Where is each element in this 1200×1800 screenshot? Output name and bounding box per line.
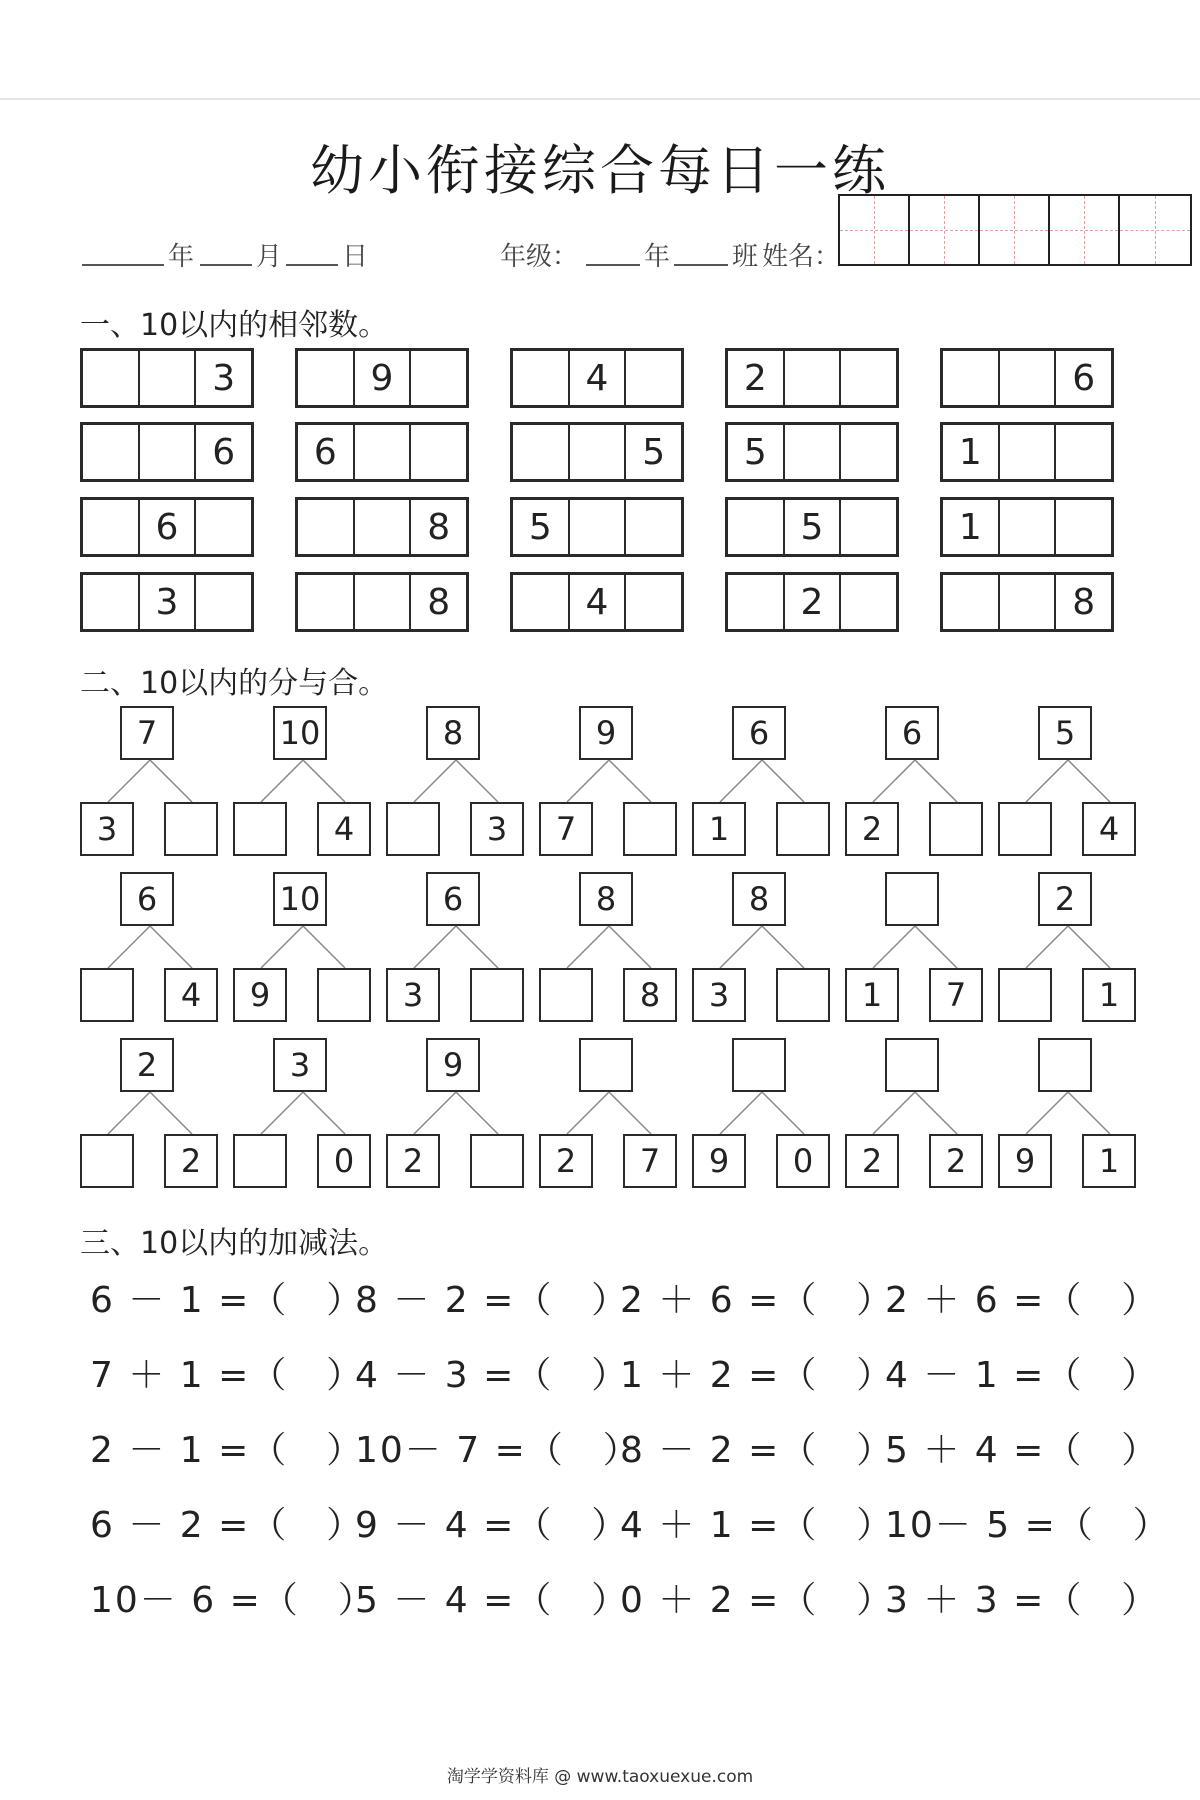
strip-cell[interactable]: 8 — [427, 581, 451, 623]
strip-cell[interactable]: 6 — [298, 425, 355, 479]
decomposition-tree — [386, 1038, 526, 1188]
strip-cell[interactable]: 4 — [570, 351, 627, 405]
top-divider — [0, 98, 1200, 100]
tree-node-top[interactable]: 9 — [426, 1038, 480, 1092]
tree-node-top[interactable] — [885, 1038, 939, 1092]
tree-node-top[interactable]: 2 — [1038, 872, 1092, 926]
strip-cell[interactable]: 8 — [427, 506, 451, 548]
tree-connector-line — [1068, 760, 1110, 802]
decomposition-tree — [233, 1038, 373, 1188]
strip-cell[interactable] — [1000, 425, 1057, 479]
adjacent-number-strip — [295, 572, 469, 632]
tree-connector-line — [915, 760, 957, 802]
strip-cell[interactable] — [943, 351, 1000, 405]
tree-connector-line — [720, 760, 762, 802]
equation-row — [80, 1347, 1160, 1407]
decomposition-tree — [80, 1038, 220, 1188]
strip-cell[interactable]: 8 — [1072, 581, 1096, 623]
decomposition-tree — [845, 872, 985, 1022]
strip-cell[interactable] — [355, 500, 412, 554]
tree-connector-line — [609, 760, 651, 802]
strip-cell[interactable] — [196, 500, 251, 554]
tree-connector-line — [261, 760, 303, 802]
strip-cell[interactable] — [1056, 500, 1111, 554]
grade-blank[interactable] — [586, 264, 640, 266]
name-grid-cell[interactable] — [1050, 196, 1120, 264]
footer-watermark: 淘学学资料库 @ www.taoxuexue.com — [446, 1767, 754, 1787]
tree-node-right[interactable] — [164, 802, 218, 856]
tree-node-top[interactable]: 7 — [120, 706, 174, 760]
tree-connector-line — [303, 760, 345, 802]
equation[interactable]: 2 － 1 =（ ） — [90, 1430, 365, 1471]
tree-node-top[interactable] — [579, 1038, 633, 1092]
strip-cell[interactable] — [298, 351, 355, 405]
adjacent-number-strip — [510, 572, 684, 632]
tree-connector-line — [1026, 760, 1068, 802]
tree-connector-line — [414, 926, 456, 968]
tree-node-top[interactable]: 3 — [273, 1038, 327, 1092]
equation[interactable]: 8 － 2 =（ ） — [355, 1280, 630, 1321]
tree-node-left[interactable]: 2 — [539, 1134, 593, 1188]
strip-cell[interactable] — [728, 575, 785, 629]
tree-connector-line — [414, 1092, 456, 1134]
tree-connector-line — [873, 926, 915, 968]
adjacent-number-strip — [725, 572, 899, 632]
adjacent-number-strip — [725, 348, 899, 408]
strip-cell[interactable] — [785, 351, 842, 405]
decomposition-tree — [539, 1038, 679, 1188]
tree-node-top[interactable]: 5 — [1038, 706, 1092, 760]
strip-cell[interactable] — [1000, 575, 1057, 629]
strip-cell[interactable] — [140, 425, 197, 479]
decomposition-tree — [80, 706, 220, 856]
tree-connector-line — [762, 1092, 804, 1134]
tree-node-top[interactable]: 10 — [273, 872, 327, 926]
grade-label: 年级： — [500, 242, 579, 272]
equation[interactable]: 0 ＋ 2 =（ ） — [620, 1580, 895, 1621]
strip-cell[interactable]: 4 — [570, 575, 627, 629]
day-label: 日 — [342, 242, 369, 272]
tree-node-top[interactable]: 6 — [885, 706, 939, 760]
tree-node-right[interactable]: 4 — [317, 802, 371, 856]
strip-cell[interactable] — [626, 575, 681, 629]
month-label: 月 — [256, 242, 283, 272]
strip-cell[interactable] — [626, 500, 681, 554]
strip-cell[interactable]: 5 — [785, 500, 842, 554]
tree-node-right[interactable]: 4 — [164, 968, 218, 1022]
tree-connector-line — [414, 760, 456, 802]
decomposition-tree — [845, 706, 985, 856]
adjacent-number-strip — [725, 422, 899, 482]
tree-node-right[interactable] — [776, 968, 830, 1022]
tree-node-right[interactable]: 7 — [929, 968, 983, 1022]
strip-cell[interactable] — [1056, 425, 1111, 479]
strip-cell[interactable] — [513, 351, 570, 405]
tree-node-top[interactable]: 6 — [426, 872, 480, 926]
tree-node-right[interactable] — [470, 968, 524, 1022]
tree-node-left[interactable]: 2 — [845, 1134, 899, 1188]
decomposition-tree — [998, 1038, 1138, 1188]
strip-cell[interactable]: 5 — [513, 500, 570, 554]
tree-connector-line — [720, 1092, 762, 1134]
grade-year-label: 年 — [644, 242, 671, 272]
strip-cell[interactable] — [626, 351, 681, 405]
strip-cell[interactable] — [841, 575, 896, 629]
section1-heading: 一、10以内的相邻数。 — [80, 308, 389, 343]
equation[interactable]: 6 － 2 =（ ） — [90, 1505, 365, 1546]
strip-cell[interactable] — [841, 500, 896, 554]
tree-connector-line — [150, 926, 192, 968]
strip-cell[interactable] — [355, 425, 412, 479]
tree-node-top[interactable]: 9 — [579, 706, 633, 760]
decomposition-tree — [845, 1038, 985, 1188]
tree-node-top[interactable] — [732, 1038, 786, 1092]
strip-cell[interactable] — [570, 425, 627, 479]
strip-cell[interactable]: 5 — [642, 431, 666, 473]
tree-connector-line — [1068, 926, 1110, 968]
tree-node-right[interactable]: 2 — [164, 1134, 218, 1188]
tree-connector-line — [303, 1092, 345, 1134]
tree-connector-line — [456, 1092, 498, 1134]
adjacent-number-strip — [725, 497, 899, 557]
name-grid-cell[interactable] — [980, 196, 1050, 264]
strip-cell[interactable]: 6 — [1072, 357, 1096, 399]
tree-node-left[interactable]: 3 — [80, 802, 134, 856]
adjacent-number-strip — [80, 422, 254, 482]
decomposition-tree — [692, 1038, 832, 1188]
equation[interactable]: 4 ＋ 1 =（ ） — [620, 1505, 895, 1546]
tree-node-right[interactable]: 3 — [470, 802, 524, 856]
tree-connector-line — [915, 1092, 957, 1134]
equation[interactable]: 10－ 7 =（ ） — [355, 1430, 641, 1471]
equation-row — [80, 1572, 1160, 1632]
tree-node-left[interactable] — [233, 1134, 287, 1188]
tree-node-left[interactable] — [539, 968, 593, 1022]
tree-node-top[interactable]: 8 — [426, 706, 480, 760]
equation-row — [80, 1497, 1171, 1557]
strip-cell[interactable] — [83, 575, 140, 629]
tree-node-left[interactable] — [233, 802, 287, 856]
tree-connector-line — [108, 760, 150, 802]
year-label: 年 — [168, 242, 195, 272]
tree-node-left[interactable]: 1 — [845, 968, 899, 1022]
tree-node-left[interactable]: 2 — [386, 1134, 440, 1188]
tree-node-top[interactable] — [1038, 1038, 1092, 1092]
tree-connector-line — [609, 1092, 651, 1134]
tree-connector-line — [720, 926, 762, 968]
tree-node-right[interactable]: 8 — [623, 968, 677, 1022]
tree-node-right[interactable]: 2 — [929, 1134, 983, 1188]
class-label: 班 — [732, 242, 759, 272]
tree-node-right[interactable] — [623, 802, 677, 856]
strip-cell[interactable] — [140, 351, 197, 405]
adjacent-number-strip — [80, 348, 254, 408]
equation-row — [80, 1272, 1160, 1332]
tree-node-top[interactable]: 6 — [120, 872, 174, 926]
strip-cell[interactable] — [943, 575, 1000, 629]
decomposition-tree — [539, 706, 679, 856]
year-blank[interactable] — [82, 264, 164, 266]
tree-connector-line — [567, 1092, 609, 1134]
strip-cell[interactable] — [355, 575, 412, 629]
strip-cell[interactable]: 1 — [943, 425, 1000, 479]
strip-cell[interactable] — [298, 500, 355, 554]
tree-connector-line — [567, 926, 609, 968]
adjacent-number-strip — [940, 572, 1114, 632]
equation[interactable]: 2 ＋ 6 =（ ） — [620, 1280, 895, 1321]
month-blank[interactable] — [200, 264, 252, 266]
tree-connector-line — [456, 926, 498, 968]
tree-connector-line — [873, 1092, 915, 1134]
tree-node-right[interactable]: 0 — [317, 1134, 371, 1188]
tree-connector-line — [1068, 1092, 1110, 1134]
decomposition-tree — [998, 872, 1138, 1022]
tree-connector-line — [609, 926, 651, 968]
section3-heading: 三、10以内的加减法。 — [80, 1226, 389, 1261]
equation[interactable]: 4 － 3 =（ ） — [355, 1355, 630, 1396]
equation[interactable]: 4 － 1 =（ ） — [885, 1355, 1160, 1396]
decomposition-tree — [692, 872, 832, 1022]
tree-connector-line — [1026, 926, 1068, 968]
decomposition-tree — [692, 706, 832, 856]
decomposition-tree — [386, 872, 526, 1022]
strip-cell[interactable]: 6 — [212, 431, 236, 473]
decomposition-tree — [80, 872, 220, 1022]
tree-node-left[interactable]: 9 — [692, 1134, 746, 1188]
tree-connector-line — [915, 926, 957, 968]
adjacent-number-strip — [295, 348, 469, 408]
tree-node-right[interactable]: 4 — [1082, 802, 1136, 856]
adjacent-number-strip — [295, 497, 469, 557]
tree-node-left[interactable]: 3 — [692, 968, 746, 1022]
strip-cell[interactable] — [728, 500, 785, 554]
tree-connector-line — [108, 926, 150, 968]
decomposition-tree — [233, 706, 373, 856]
strip-cell[interactable]: 2 — [785, 575, 842, 629]
adjacent-number-strip — [80, 497, 254, 557]
decomposition-tree — [233, 872, 373, 1022]
strip-cell[interactable] — [196, 575, 251, 629]
tree-connector-line — [108, 1092, 150, 1134]
strip-cell[interactable] — [513, 575, 570, 629]
tree-node-right[interactable]: 0 — [776, 1134, 830, 1188]
tree-node-top[interactable]: 10 — [273, 706, 327, 760]
strip-cell[interactable] — [785, 425, 842, 479]
strip-cell[interactable] — [841, 351, 896, 405]
tree-connector-line — [762, 760, 804, 802]
strip-cell[interactable] — [83, 351, 140, 405]
tree-connector-line — [261, 926, 303, 968]
tree-node-top[interactable]: 8 — [579, 872, 633, 926]
equation[interactable]: 2 ＋ 6 =（ ） — [885, 1280, 1160, 1321]
equation-row — [80, 1422, 1160, 1482]
tree-node-top[interactable] — [885, 872, 939, 926]
strip-cell[interactable]: 2 — [728, 351, 785, 405]
strip-cell[interactable] — [1000, 351, 1057, 405]
tree-connector-line — [150, 1092, 192, 1134]
tree-connector-line — [303, 926, 345, 968]
equation[interactable]: 9 － 4 =（ ） — [355, 1505, 630, 1546]
tree-node-right[interactable]: 1 — [1082, 968, 1136, 1022]
name-writing-grid[interactable] — [838, 194, 1192, 266]
tree-node-right[interactable] — [317, 968, 371, 1022]
strip-cell[interactable]: 3 — [140, 575, 197, 629]
name-label: 姓名： — [762, 242, 841, 272]
tree-node-left[interactable] — [386, 802, 440, 856]
adjacent-number-strip — [510, 348, 684, 408]
equation[interactable]: 5 ＋ 4 =（ ） — [885, 1430, 1160, 1471]
strip-cell[interactable] — [570, 500, 627, 554]
adjacent-number-strip — [940, 422, 1114, 482]
strip-cell[interactable] — [83, 425, 140, 479]
tree-node-left[interactable] — [998, 968, 1052, 1022]
equation[interactable]: 8 － 2 =（ ） — [620, 1430, 895, 1471]
strip-cell[interactable]: 5 — [728, 425, 785, 479]
tree-connector-line — [1026, 1092, 1068, 1134]
adjacent-number-strip — [80, 572, 254, 632]
tree-node-right[interactable]: 7 — [623, 1134, 677, 1188]
page-title: 幼小衔接综合每日一练 — [310, 139, 890, 202]
strip-cell[interactable] — [1000, 500, 1057, 554]
equation[interactable]: 7 ＋ 1 =（ ） — [90, 1355, 365, 1396]
name-grid-cell[interactable] — [910, 196, 980, 264]
decomposition-tree — [539, 872, 679, 1022]
strip-cell[interactable] — [411, 351, 466, 405]
day-blank[interactable] — [286, 264, 338, 266]
equation[interactable]: 1 ＋ 2 =（ ） — [620, 1355, 895, 1396]
adjacent-number-strip — [510, 497, 684, 557]
strip-cell[interactable] — [83, 500, 140, 554]
adjacent-number-strip — [510, 422, 684, 482]
strip-cell[interactable] — [411, 425, 466, 479]
tree-node-left[interactable]: 1 — [692, 802, 746, 856]
class-blank[interactable] — [674, 264, 728, 266]
tree-connector-line — [456, 760, 498, 802]
strip-cell[interactable]: 6 — [140, 500, 197, 554]
tree-node-left[interactable]: 7 — [539, 802, 593, 856]
tree-node-right[interactable] — [929, 802, 983, 856]
equation[interactable]: 6 － 1 =（ ） — [90, 1280, 365, 1321]
tree-connector-line — [762, 926, 804, 968]
equation[interactable]: 3 ＋ 3 =（ ） — [885, 1580, 1160, 1621]
tree-node-left[interactable]: 3 — [386, 968, 440, 1022]
strip-cell[interactable] — [298, 575, 355, 629]
tree-node-top[interactable]: 2 — [120, 1038, 174, 1092]
tree-node-right[interactable] — [470, 1134, 524, 1188]
tree-node-right[interactable]: 1 — [1082, 1134, 1136, 1188]
equation[interactable]: 5 － 4 =（ ） — [355, 1580, 630, 1621]
tree-node-left[interactable]: 9 — [233, 968, 287, 1022]
name-grid-cell[interactable] — [840, 196, 910, 264]
strip-cell[interactable]: 9 — [355, 351, 412, 405]
strip-cell[interactable]: 3 — [212, 357, 236, 399]
adjacent-number-strip — [940, 348, 1114, 408]
tree-node-right[interactable] — [776, 802, 830, 856]
decomposition-tree — [386, 706, 526, 856]
tree-node-left[interactable] — [80, 1134, 134, 1188]
tree-connector-line — [261, 1092, 303, 1134]
tree-connector-line — [150, 760, 192, 802]
strip-cell[interactable] — [513, 425, 570, 479]
name-grid-cell[interactable] — [1120, 196, 1190, 264]
tree-node-left[interactable]: 2 — [845, 802, 899, 856]
equation[interactable]: 10－ 5 =（ ） — [885, 1505, 1171, 1546]
tree-node-left[interactable]: 9 — [998, 1134, 1052, 1188]
adjacent-number-strip — [940, 497, 1114, 557]
tree-connector-line — [873, 760, 915, 802]
adjacent-number-strip — [295, 422, 469, 482]
strip-cell[interactable] — [841, 425, 896, 479]
tree-node-top[interactable]: 6 — [732, 706, 786, 760]
strip-cell[interactable]: 1 — [943, 500, 1000, 554]
decomposition-tree — [998, 706, 1138, 856]
tree-node-top[interactable]: 8 — [732, 872, 786, 926]
section2-heading: 二、10以内的分与合。 — [80, 666, 389, 701]
tree-node-left[interactable] — [80, 968, 134, 1022]
tree-node-left[interactable] — [998, 802, 1052, 856]
equation[interactable]: 10－ 6 =（ ） — [90, 1580, 376, 1621]
tree-connector-line — [567, 760, 609, 802]
